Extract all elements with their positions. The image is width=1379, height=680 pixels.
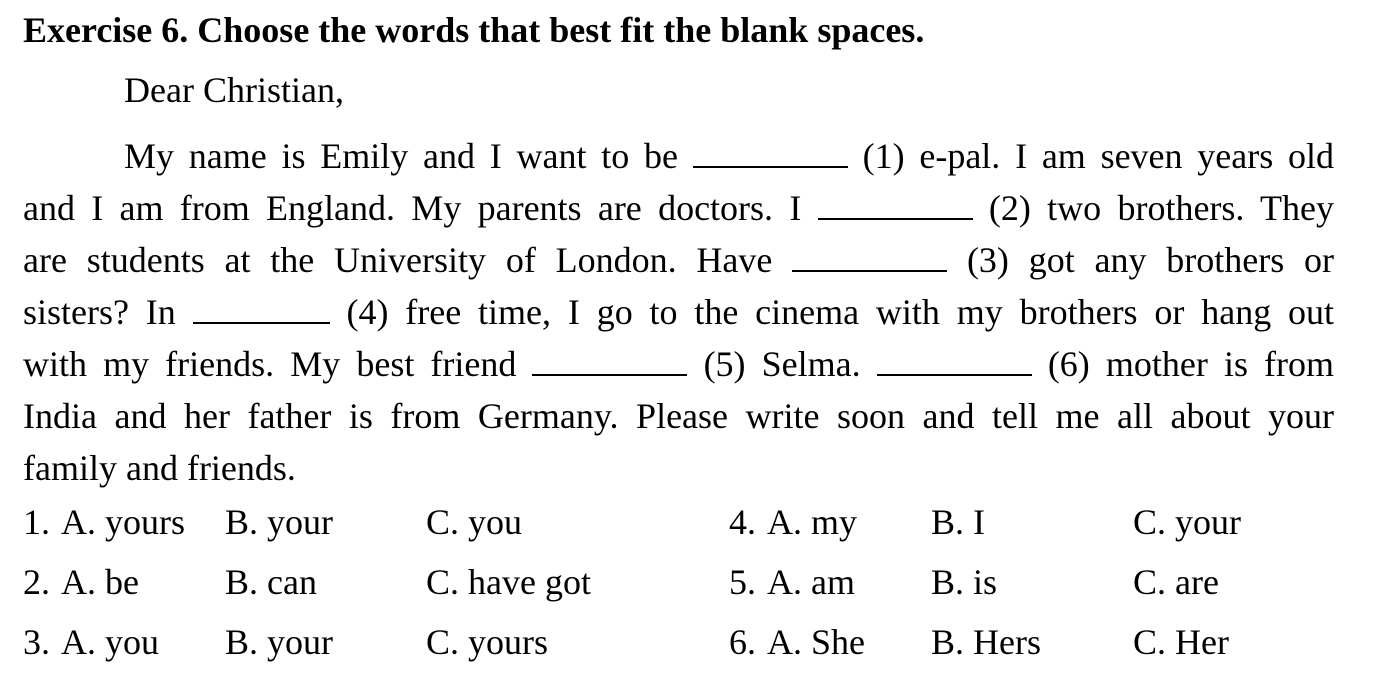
option-b[interactable]: B. your	[225, 502, 333, 542]
option-a[interactable]: A. be	[61, 562, 139, 602]
blank-6	[877, 344, 1032, 376]
letter-line-7	[23, 442, 1334, 494]
letter-text: (1) e-pal. I am seven years old	[862, 136, 1335, 176]
option-b[interactable]: B. your	[225, 622, 333, 662]
option-b[interactable]: B. I	[931, 502, 985, 542]
blank-3	[792, 240, 947, 272]
letter-line-3	[23, 234, 1334, 286]
letter-text: are students at the University of London. Have	[23, 240, 773, 280]
letter-line-2	[23, 182, 1334, 234]
option-num: 6.	[729, 622, 756, 662]
letter-body	[23, 130, 1334, 494]
letter-text: and I am from England. My parents are doctors. I	[23, 188, 802, 228]
option-a[interactable]: A. my	[767, 502, 857, 542]
option-c[interactable]: C. are	[1133, 562, 1219, 602]
letter-salutation: Dear Christian,	[124, 70, 344, 110]
letter-text: (2) two brothers. They	[988, 188, 1335, 228]
option-num: 2.	[23, 562, 50, 602]
option-c[interactable]: C. your	[1133, 502, 1241, 542]
letter-line-5	[23, 338, 1334, 390]
option-a[interactable]: A. am	[767, 562, 855, 602]
option-c[interactable]: C. have got	[426, 562, 591, 602]
letter-text: with my friends. My best friend	[23, 344, 517, 384]
option-a[interactable]: A. She	[767, 622, 865, 662]
option-num: 1.	[23, 502, 50, 542]
letter-text: (5) Selma.	[703, 344, 861, 384]
letter-text: (6) mother is from	[1047, 344, 1335, 384]
option-num: 4.	[729, 502, 756, 542]
letter-line-1	[23, 130, 1334, 182]
exercise-title: Exercise 6. Choose the words that best fit the blank spaces.	[23, 10, 925, 50]
option-b[interactable]: B. can	[225, 562, 317, 602]
letter-text: My name is Emily and I want to be	[124, 136, 679, 176]
option-c[interactable]: C. you	[426, 502, 523, 542]
option-c[interactable]: C. Her	[1133, 622, 1229, 662]
option-num: 3.	[23, 622, 50, 662]
letter-text: India and her father is from Germany. Please write soon and tell me all about your	[23, 396, 1334, 436]
blank-1	[693, 136, 848, 168]
option-num: 5.	[729, 562, 756, 602]
letter-text: (3) got any brothers or	[966, 240, 1335, 280]
letter-text: sisters? In	[23, 292, 176, 332]
blank-5	[532, 344, 687, 376]
option-b[interactable]: B. is	[931, 562, 998, 602]
option-b[interactable]: B. Hers	[931, 622, 1041, 662]
option-c[interactable]: C. yours	[426, 622, 549, 662]
letter-text: family and friends.	[23, 448, 296, 488]
letter-line-6	[23, 390, 1334, 442]
letter-text: (4) free time, I go to the cinema with my brothers or hang out	[346, 292, 1335, 332]
blank-4	[193, 292, 330, 324]
letter-line-4	[23, 286, 1334, 338]
option-a[interactable]: A. you	[61, 622, 159, 662]
blank-2	[818, 188, 973, 220]
option-a[interactable]: A. yours	[61, 502, 185, 542]
